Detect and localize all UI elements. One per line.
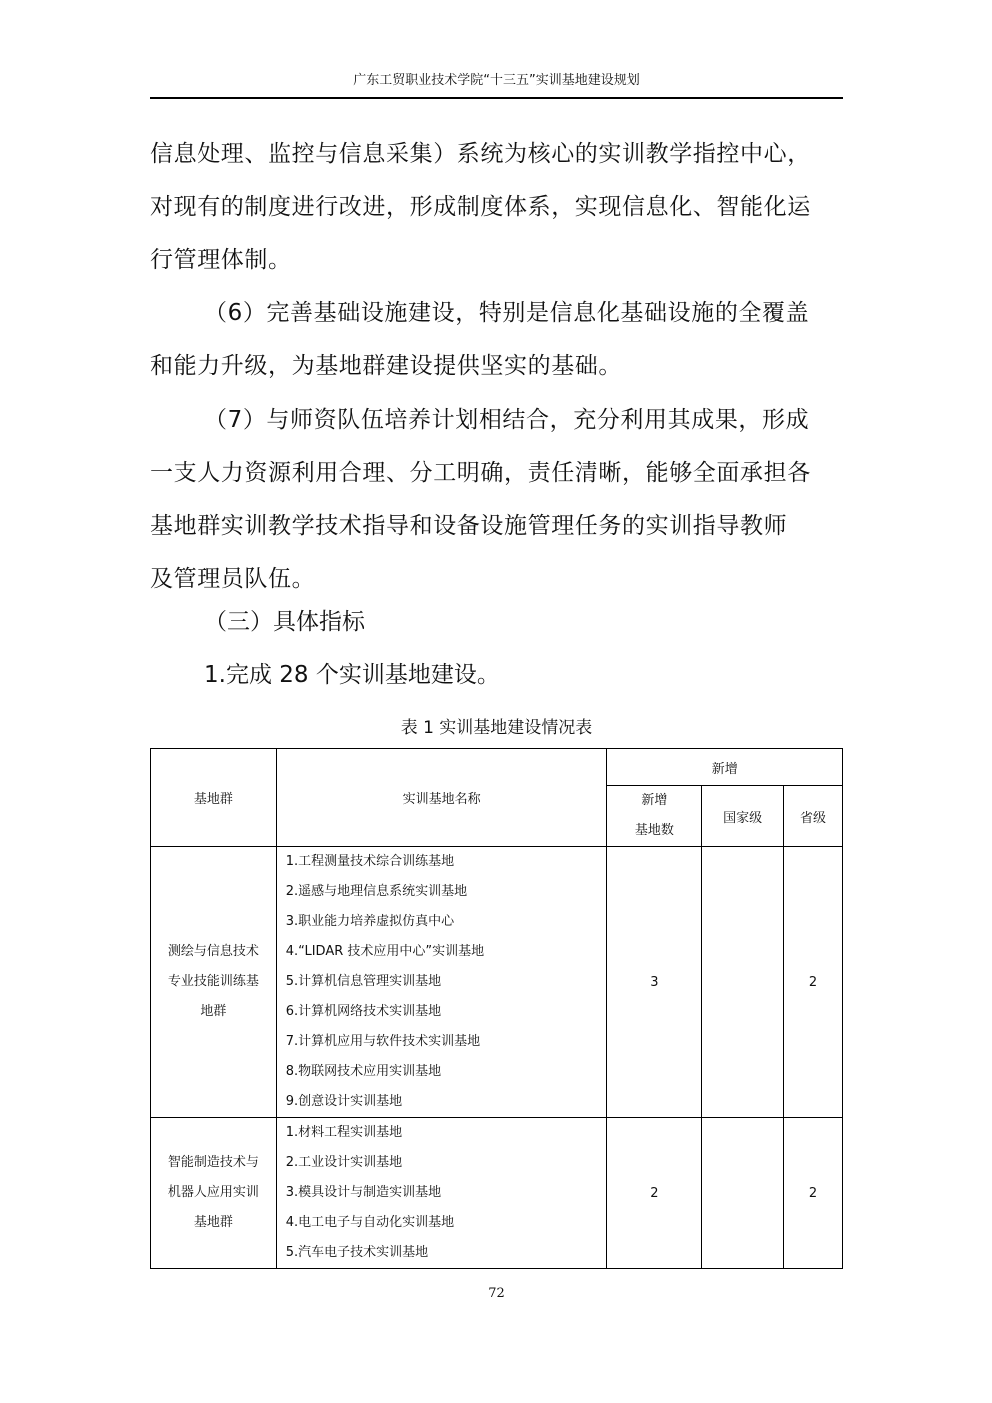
base-name: 5.汽车电子技术实训基地 [285,1245,429,1260]
header-cell-new-count [607,786,702,847]
base-name: 2.遥感与地理信息系统实训基地 [285,884,468,899]
paragraph-3 [150,394,843,606]
base-names-cell [276,847,607,1118]
provincial-cell: 2 [784,1118,843,1269]
header-cell-name: 实训基地名称 [276,749,607,847]
base-name: 1.工程测量技术综合训练基地 [285,854,455,869]
group-line: 智能制造技术与 [167,1155,259,1170]
header-line: 基地数 [634,823,674,838]
new-count-cell: 2 [607,1118,702,1269]
paragraph-line: 行管理体制。 [150,247,292,273]
paragraph-line: 及管理员队伍。 [150,566,316,592]
paragraph-2 [150,287,843,393]
section-heading: （三）具体指标 [204,609,365,635]
group-line: 专业技能训练基 [167,974,259,989]
header-cell-provincial: 省级 [784,786,843,847]
header-rule [150,97,843,99]
group-line: 地群 [200,1004,227,1019]
group-line: 基地群 [193,1215,233,1230]
base-name: 3.模具设计与制造实训基地 [285,1185,442,1200]
base-name: 5.计算机信息管理实训基地 [285,974,442,989]
base-name: 7.计算机应用与软件技术实训基地 [285,1034,481,1049]
national-cell [702,1118,784,1269]
base-name: 1.材料工程实训基地 [285,1125,403,1140]
header-cell-national: 国家级 [702,786,784,847]
base-name: 3.职业能力培养虚拟仿真中心 [285,914,455,929]
group-cell [151,847,277,1118]
base-name: 2.工业设计实训基地 [285,1155,403,1170]
paragraph-line: 信息处理、监控与信息采集）系统为核心的实训教学指控中心， [150,141,811,167]
paragraph-line: 对现有的制度进行改进，形成制度体系，实现信息化、智能化运 [150,194,811,220]
base-name: 4.“LIDAR 技术应用中心”实训基地 [285,944,485,959]
paragraph-line: 一支人力资源利用合理、分工明确，责任清晰，能够全面承担各 [150,460,811,486]
paragraph-1 [150,128,843,287]
header-line: 新增 [641,793,668,808]
header-cell-group: 基地群 [151,749,277,847]
group-line: 机器人应用实训 [167,1185,259,1200]
paragraph-line: （7）与师资队伍培养计划相结合，充分利用其成果，形成 [204,407,810,433]
base-name: 6.计算机网络技术实训基地 [285,1004,442,1019]
new-count-cell: 3 [607,847,702,1118]
provincial-cell: 2 [784,847,843,1118]
national-cell [702,847,784,1118]
table-row [151,847,843,1118]
subsection-heading: 1.完成 28 个实训基地建设。 [204,662,500,688]
group-line: 测绘与信息技术 [167,944,259,959]
paragraph-line: 和能力升级，为基地群建设提供坚实的基础。 [150,353,622,379]
group-cell [151,1118,277,1269]
page-number: 72 [488,1286,505,1301]
base-names-cell [276,1118,607,1269]
base-name: 4.电工电子与自动化实训基地 [285,1215,455,1230]
base-table [150,748,843,1269]
paragraph-line: 基地群实训教学技术指导和设备设施管理任务的实训指导教师 [150,513,788,539]
header-cell-new: 新增 [607,749,843,786]
base-name: 9.创意设计实训基地 [285,1094,403,1109]
paragraph-line: （6）完善基础设施建设，特别是信息化基础设施的全覆盖 [204,300,810,326]
running-header: 广东工贸职业技术学院“十三五”实训基地建设规划 [353,73,640,88]
table-row [151,1118,843,1269]
base-name: 8.物联网技术应用实训基地 [285,1064,442,1079]
table-caption: 表 1 实训基地建设情况表 [400,718,593,738]
